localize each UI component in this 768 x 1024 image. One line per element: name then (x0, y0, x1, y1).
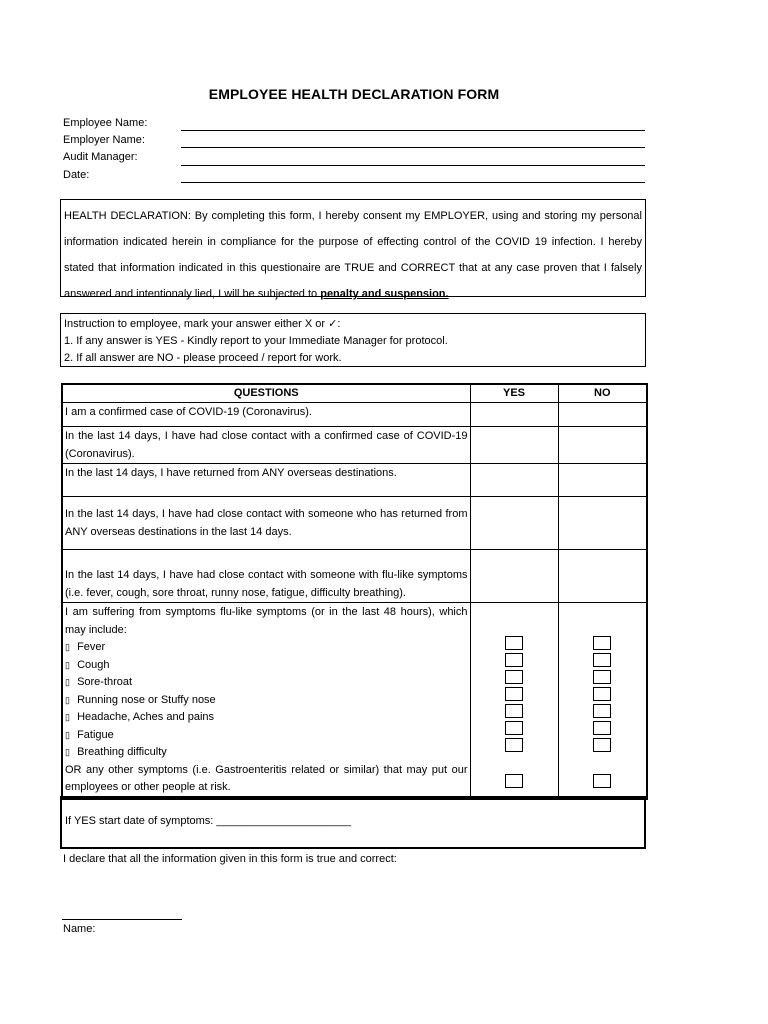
yes-header: YES (470, 384, 558, 403)
table-header-row (62, 384, 647, 403)
yes-cell[interactable] (470, 550, 558, 603)
health-declaration-box (60, 199, 646, 300)
question-text: In the last 14 days, I have returned from ANY overseas destinations. (62, 464, 470, 497)
date-field[interactable] (181, 182, 645, 183)
checkbox-yes-fatigue[interactable] (505, 721, 523, 735)
checkbox-yes-cough[interactable] (505, 653, 523, 667)
no-cell (558, 603, 647, 799)
checkbox-bullet-icon: ▯ (65, 694, 70, 705)
declaration-emphasis: penalty and suspension. (320, 288, 449, 300)
checkbox-no-cough[interactable] (593, 653, 611, 667)
checkbox-yes-other[interactable] (505, 774, 523, 788)
questions-table (61, 383, 648, 800)
checkbox-no-fatigue[interactable] (593, 721, 611, 735)
no-cell[interactable] (558, 427, 647, 464)
symptom-item-cough: ▯ Cough (65, 657, 468, 675)
checkbox-yes-breathing[interactable] (505, 738, 523, 752)
instruction-line-1: Instruction to employee, mark your answer either X or ✓: (64, 318, 341, 330)
instruction-line-2: 1. If any answer is YES - Kindly report to your Immediate Manager for protocol. (64, 335, 448, 347)
checkbox-yes-sore-throat[interactable] (505, 670, 523, 684)
question-text: I am a confirmed case of COVID-19 (Coronavirus). (62, 403, 470, 427)
symptoms-intro: I am suffering from symptoms flu-like symptoms (or in the last 48 hours), which may include: (65, 606, 468, 636)
instruction-box (60, 313, 646, 367)
signature-name-label: Name: (63, 923, 96, 935)
symptom-item-breathing: ▯ Breathing difficulty (65, 744, 468, 762)
table-row (62, 464, 647, 497)
checkbox-yes-running-nose[interactable] (505, 687, 523, 701)
declaration-text: HEALTH DECLARATION: By completing this form, I hereby consent my EMPLOYER, using and storing my personal information indicated herein in compliance for the purpose of effecting control of the COVID 19 infection. I hereby stated that information indicated in this questionaire are TRUE and CORRECT that at any case proven that I falsely answered and intentionaly lied, I will be subjected to (64, 210, 642, 300)
employee-name-field[interactable] (181, 130, 645, 131)
questions-header: QUESTIONS (62, 384, 470, 403)
checkbox-bullet-icon: ▯ (65, 712, 70, 722)
no-cell[interactable] (558, 550, 647, 603)
symptoms-question (62, 603, 470, 799)
symptom-start-date-label: If YES start date of symptoms: ______________________ (65, 815, 351, 827)
date-label: Date: (63, 169, 90, 181)
symptoms-other: OR any other symptoms (i.e. Gastroenteritis related or similar) that may put our employees or other people at risk. (65, 763, 468, 793)
audit-manager-field[interactable] (181, 165, 645, 166)
symptom-item-running-nose: ▯ Running nose or Stuffy nose (65, 692, 468, 710)
question-text: In the last 14 days, I have had close contact with someone who has returned from ANY overseas destinations in the last 14 days. (62, 497, 470, 550)
checkbox-bullet-icon: ▯ (65, 659, 70, 670)
yes-cell (470, 603, 558, 799)
no-cell[interactable] (558, 464, 647, 497)
checkbox-bullet-icon: ▯ (65, 677, 70, 687)
yes-cell[interactable] (470, 464, 558, 497)
no-cell[interactable] (558, 403, 647, 427)
table-row (62, 427, 647, 464)
checkbox-no-headache[interactable] (593, 704, 611, 718)
form-title: EMPLOYEE HEALTH DECLARATION FORM (208, 86, 500, 102)
table-row (62, 497, 647, 550)
question-text: In the last 14 days, I have had close contact with someone with flu-like symptoms (i.e. fever, cough, sore throat, runny nose, fatigue, difficulty breathing). (62, 550, 470, 603)
yes-cell[interactable] (470, 497, 558, 550)
checkbox-yes-headache[interactable] (505, 704, 523, 718)
employee-name-label: Employee Name: (63, 117, 148, 129)
checkbox-yes-fever[interactable] (505, 636, 523, 650)
checkbox-bullet-icon: ▯ (65, 642, 70, 652)
table-row-symptoms (62, 603, 647, 799)
audit-manager-label: Audit Manager: (63, 151, 138, 163)
table-row (62, 403, 647, 427)
checkbox-no-running-nose[interactable] (593, 687, 611, 701)
yes-cell[interactable] (470, 403, 558, 427)
checkbox-no-sore-throat[interactable] (593, 670, 611, 684)
question-text: In the last 14 days, I have had close contact with a confirmed case of COVID-19 (Coronavirus). (62, 427, 470, 464)
symptom-item-sore-throat: ▯ Sore-throat (65, 674, 468, 692)
symptom-item-fever: ▯ Fever (65, 639, 468, 657)
signature-line[interactable] (62, 919, 182, 920)
declaration-statement: I declare that all the information given in this form is true and correct: (63, 853, 397, 865)
checkbox-bullet-icon: ▯ (65, 747, 70, 757)
symptom-start-date-box[interactable] (60, 796, 646, 849)
yes-cell[interactable] (470, 427, 558, 464)
checkbox-bullet-icon: ▯ (65, 729, 70, 740)
symptom-item-headache: ▯ Headache, Aches and pains (65, 709, 468, 727)
checkbox-no-breathing[interactable] (593, 738, 611, 752)
no-cell[interactable] (558, 497, 647, 550)
checkbox-no-other[interactable] (593, 774, 611, 788)
table-row (62, 550, 647, 603)
employer-name-label: Employer Name: (63, 134, 145, 146)
employer-name-field[interactable] (181, 147, 645, 148)
symptom-item-fatigue: ▯ Fatigue (65, 727, 468, 745)
instruction-line-3: 2. If all answer are NO - please proceed / report for work. (64, 352, 342, 364)
checkbox-no-fever[interactable] (593, 636, 611, 650)
no-header: NO (558, 384, 647, 403)
